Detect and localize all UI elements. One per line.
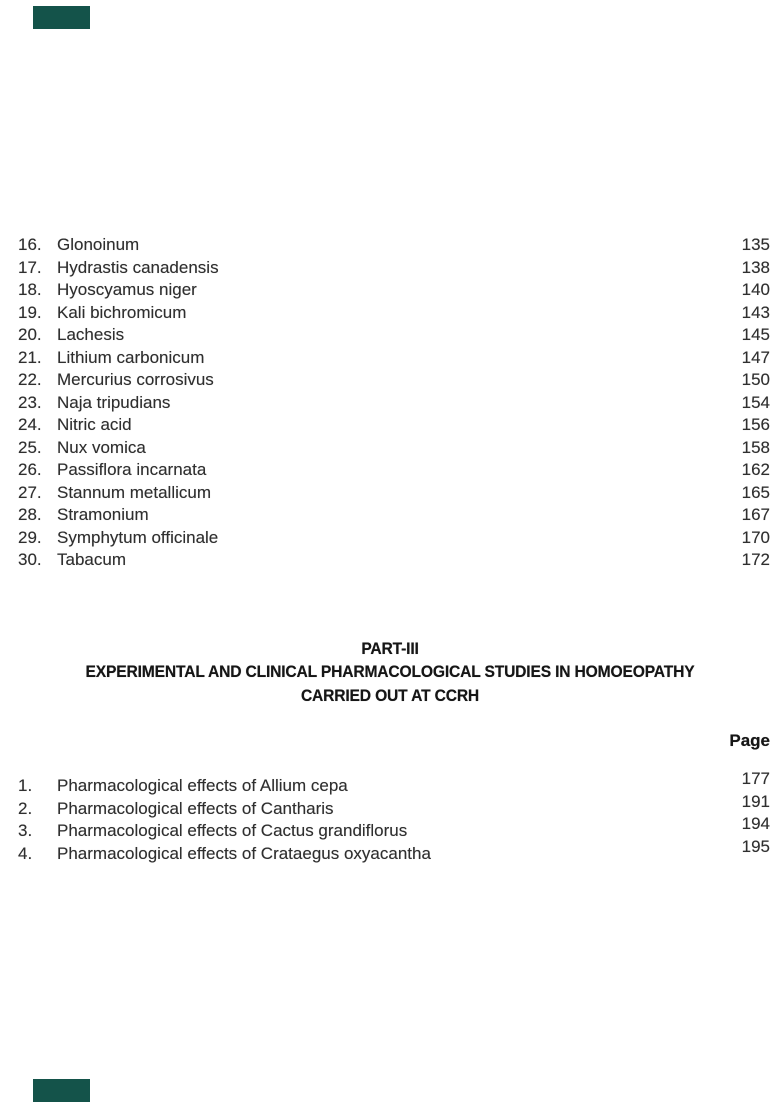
page-column-label: Page bbox=[729, 731, 770, 750]
toc-row bbox=[0, 836, 780, 866]
toc-item-page: 191 bbox=[741, 791, 770, 811]
toc-item-number: 18. bbox=[18, 280, 42, 299]
toc-row bbox=[0, 482, 780, 505]
toc-item-page: 145 bbox=[741, 325, 770, 344]
toc-row bbox=[0, 392, 780, 415]
toc-item-page: 143 bbox=[741, 302, 770, 322]
toc-item-title: Lachesis bbox=[57, 325, 125, 344]
toc-item-title: Pharmacological effects of Crataegus oxyacantha bbox=[57, 843, 431, 863]
toc-item-page: 158 bbox=[741, 437, 770, 457]
toc-item-number: 25. bbox=[18, 437, 42, 457]
toc-row bbox=[0, 459, 780, 482]
toc-row bbox=[0, 549, 780, 572]
toc-item-title: Mercurius corrosivus bbox=[57, 370, 214, 389]
toc-row bbox=[0, 369, 780, 392]
toc-item-title: Stramonium bbox=[57, 505, 149, 524]
toc-row bbox=[0, 504, 780, 527]
toc-row bbox=[0, 814, 780, 843]
toc-item-title: Nux vomica bbox=[57, 437, 146, 457]
toc-item-number: 20. bbox=[18, 325, 42, 344]
toc-item-page: 135 bbox=[741, 235, 770, 254]
toc-item-title: Symphytum officinale bbox=[57, 527, 219, 547]
toc-item-number: 30. bbox=[18, 550, 42, 569]
toc-item-number: 3. bbox=[18, 821, 33, 840]
toc-item-number: 21. bbox=[18, 347, 42, 367]
toc-remedy-list bbox=[0, 234, 780, 572]
toc-item-page: 177 bbox=[741, 769, 770, 788]
toc-item-page: 194 bbox=[741, 814, 770, 833]
toc-item-page: 140 bbox=[741, 280, 770, 299]
toc-item-title: Glonoinum bbox=[57, 235, 140, 254]
toc-row bbox=[0, 347, 780, 370]
toc-row bbox=[0, 257, 780, 280]
toc-row bbox=[0, 234, 780, 257]
toc-item-title: Naja tripudians bbox=[57, 392, 171, 412]
toc-item-page: 170 bbox=[741, 527, 770, 547]
section-heading bbox=[31, 637, 749, 707]
toc-item-page: 154 bbox=[741, 392, 770, 412]
toc-item-number: 4. bbox=[18, 843, 33, 863]
toc-item-title: Kali bichromicum bbox=[57, 302, 187, 322]
toc-item-page: 172 bbox=[741, 550, 770, 569]
toc-item-number: 27. bbox=[18, 482, 42, 502]
toc-study-list bbox=[0, 769, 780, 865]
toc-item-page: 147 bbox=[741, 347, 770, 367]
toc-item-page: 162 bbox=[741, 460, 770, 479]
toc-item-page: 138 bbox=[741, 257, 770, 277]
section-heading-part-label: PART-III bbox=[361, 639, 419, 658]
toc-item-title: Hyoscyamus niger bbox=[57, 280, 197, 299]
toc-item-page: 165 bbox=[741, 482, 770, 502]
toc-row bbox=[0, 769, 780, 798]
toc-item-number: 16. bbox=[18, 235, 42, 254]
toc-item-number: 26. bbox=[18, 460, 42, 479]
toc-item-title: Hydrastis canadensis bbox=[57, 257, 219, 277]
toc-row bbox=[0, 302, 780, 325]
toc-item-number: 29. bbox=[18, 527, 42, 547]
corner-scan-mark-top bbox=[33, 6, 90, 29]
toc-item-page: 150 bbox=[741, 370, 770, 389]
toc-item-number: 28. bbox=[18, 505, 42, 524]
toc-item-title: Passiflora incarnata bbox=[57, 460, 207, 479]
toc-item-title: Lithium carbonicum bbox=[57, 347, 205, 367]
toc-item-number: 17. bbox=[18, 257, 42, 277]
toc-item-number: 2. bbox=[18, 798, 33, 818]
toc-row bbox=[0, 437, 780, 460]
toc-item-title: Stannum metallicum bbox=[57, 482, 212, 502]
toc-item-number: 1. bbox=[18, 776, 33, 795]
toc-item-page: 167 bbox=[741, 505, 770, 524]
toc-item-number: 24. bbox=[18, 415, 42, 434]
section-heading-title-line: EXPERIMENTAL AND CLINICAL PHARMACOLOGICAL STUDIES IN HOMOEOPATHY bbox=[85, 662, 695, 682]
corner-scan-mark-bottom bbox=[33, 1079, 90, 1102]
toc-item-title: Pharmacological effects of Cactus grandiflorus bbox=[57, 821, 408, 840]
toc-row bbox=[0, 279, 780, 302]
section-heading-subtitle-line: CARRIED OUT AT CCRH bbox=[300, 685, 480, 705]
toc-item-page: 156 bbox=[741, 415, 770, 434]
toc-item-title: Pharmacological effects of Allium cepa bbox=[57, 776, 348, 795]
toc-item-title: Pharmacological effects of Cantharis bbox=[57, 798, 334, 818]
toc-item-number: 23. bbox=[18, 392, 42, 412]
toc-row bbox=[0, 324, 780, 347]
toc-item-title: Tabacum bbox=[57, 550, 126, 569]
toc-row bbox=[0, 414, 780, 437]
toc-item-page: 195 bbox=[741, 836, 770, 856]
toc-item-number: 22. bbox=[18, 370, 42, 389]
toc-item-number: 19. bbox=[18, 302, 42, 322]
toc-item-title: Nitric acid bbox=[57, 415, 132, 434]
toc-row bbox=[0, 527, 780, 550]
toc-row bbox=[0, 791, 780, 821]
